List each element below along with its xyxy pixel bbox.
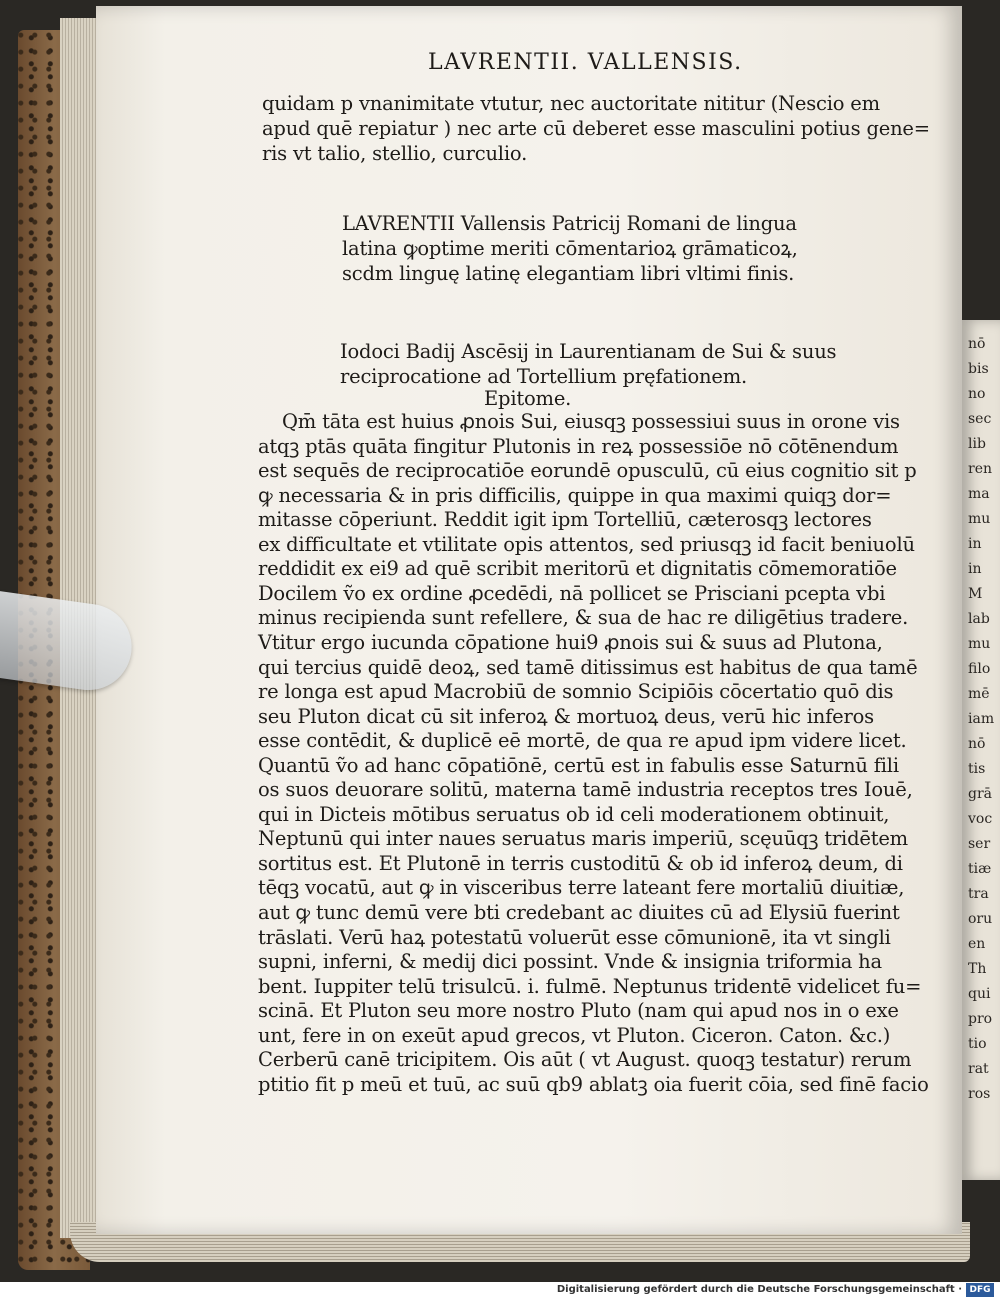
body-line: sortitus est. Et Plutonē in terris custoditū & ob id inferoꝝ deum, di	[258, 852, 903, 875]
body-line: reddidit ex ei9 ad quē scribit meritorū et dignitatis cōmemoratiōe	[258, 557, 897, 580]
dfg-logo: DFG	[966, 1283, 994, 1297]
right-page-fragment-line: in	[968, 536, 982, 552]
footer-bar	[0, 1282, 1000, 1300]
epitome-label: Epitome.	[484, 387, 572, 410]
body-line: Vtitur ergo iucunda cōpatione hui9 ꝓnois sui & suus ad Plutona,	[258, 631, 883, 654]
right-page-fragment-line: qui	[968, 986, 991, 1002]
right-page-fragment-line: M	[968, 586, 983, 602]
body-line: os suos deuorare solitū, materna tamē industria receptos tres Iouē,	[258, 778, 913, 801]
body-line: qui in Dicteis mōtibus seruatus ob id celi moderationem obtinuit,	[258, 803, 890, 826]
right-page-fragment-line: ros	[968, 1086, 991, 1102]
right-page-fragment-line: oru	[968, 911, 993, 927]
body-line: est sequēs de reciprocatiōe eorundē opusculū, cū eius cognitio sit p	[258, 459, 917, 482]
body-line: Quantū ṽo ad hanc cōpatiōnē, certū est in fabulis esse Saturnū fili	[258, 754, 899, 777]
body-line: ex difficultate et vtilitate opis attentos, sed priusqꝫ id facit beniuolū	[258, 533, 915, 556]
body-line: Qm̄ tāta est huius ꝓnois Sui, eiusqꝫ possessiui suus in orone vis	[282, 410, 900, 433]
colophon-line: LAVRENTII Vallensis Patricij Romani de lingua	[342, 212, 797, 235]
right-page-fragment-line: nō	[968, 736, 986, 752]
right-page-fragment-line: in	[968, 561, 982, 577]
colophon-line: latina ꝙoptime meriti cōmentarioꝝ grāmaticoꝝ,	[342, 237, 798, 260]
body-line: tēqꝫ vocatū, aut ꝙ in visceribus terre lateant fere mortaliū diuitiæ,	[258, 876, 905, 899]
body-line: seu Pluton dicat cū sit inferoꝝ & mortuoꝝ deus, verū hic inferos	[258, 705, 874, 728]
body-line: scinā. Et Pluton seu more nostro Pluto (nam qui apud nos in o exe	[258, 999, 899, 1022]
body-line: ꝙ necessaria & in pris difficilis, quippe in qua maximi quiqꝫ dor=	[258, 484, 892, 507]
body-line: Neptunū qui inter naues seruatus maris imperiū, scęuūqꝫ tridētem	[258, 827, 908, 850]
preface-title-line: Iodoci Badij Ascēsij in Laurentianam de Sui & suus	[340, 340, 837, 363]
right-page-fragment-line: pro	[968, 1011, 993, 1027]
right-page-fragment-line: bis	[968, 361, 989, 377]
right-page-fragment-line: ser	[968, 836, 991, 852]
body-line: minus recipienda sunt refellere, & sua de hac re diligētius tradere.	[258, 606, 909, 629]
body-line: supni, inferni, & medij dici possint. Vnde & insignia triformia ha	[258, 950, 882, 973]
right-page-fragment-line: rat	[968, 1061, 989, 1077]
right-page-fragment-line: voc	[968, 811, 993, 827]
para1-line: ris vt talio, stellio, curculio.	[262, 142, 528, 165]
right-page-fragment-line: iam	[968, 711, 995, 727]
right-page-fragment-line: sec	[968, 411, 992, 427]
body-line: unt, fere in on exeūt apud grecos, vt Pluton. Ciceron. Caton. &c.)	[258, 1024, 891, 1047]
right-page-fragment-line: tio	[968, 1036, 987, 1052]
para1-line: quidam p vnanimitate vtutur, nec auctoritate nititur (Nescio em	[262, 92, 880, 115]
body-line: trāslati. Verū haꝝ potestatū voluerūt esse cōmunionē, ita vt singli	[258, 926, 891, 949]
right-page-fragment-line: mu	[968, 636, 991, 652]
right-page-fragment-line: tis	[968, 761, 986, 777]
body-line: mitasse cōperiunt. Reddit igit ipm Tortelliū, cæterosqꝫ lectores	[258, 508, 872, 531]
right-page-fragment-line: tiæ	[968, 861, 992, 877]
right-page-fragment-line: filo	[968, 661, 991, 677]
right-page-fragment-line: ren	[968, 461, 992, 477]
body-line: re longa est apud Macrobiū de somnio Scipiōis cōcertatio quō dis	[258, 680, 894, 703]
right-page-fragment-line: lab	[968, 611, 990, 627]
body-line: atqꝫ ptās quāta fingitur Plutonis in reꝝ possessiōe nō cōtēnendum	[258, 435, 899, 458]
right-page-fragment-line: nō	[968, 336, 986, 352]
funding-credit: Digitalisierung gefördert durch die Deutsche Forschungsgemeinschaft ·	[556, 1284, 962, 1295]
body-line: aut ꝙ tunc demū vere bti credebant ac diuites cū ad Elysiū fuerint	[258, 901, 900, 924]
running-header: LAVRENTII. VALLENSIS.	[428, 50, 743, 75]
body-line: Cerberū canē tricipitem. Ois aūt ( vt August. quoqꝫ testatur) rerum	[258, 1048, 912, 1071]
body-line: ptitio fit p meū et tuū, ac suū qb9 ablatꝫ oia fuerit cōia, sed finē facio	[258, 1073, 929, 1096]
right-page-fragment-line: no	[968, 386, 986, 402]
right-page-fragment-line: ma	[968, 486, 990, 502]
right-page-fragment-line: tra	[968, 886, 989, 902]
para1-line: apud quē repiatur ) nec arte cū deberet esse masculini potius gene=	[262, 117, 930, 140]
colophon-line: scdm linguę latinę elegantiam libri vltimi finis.	[342, 262, 795, 285]
body-line: bent. Iuppiter telū trisulcū. i. fulmē. Neptunus tridentē videlicet fu=	[258, 975, 922, 998]
body-line: esse contēdit, & duplicē eē mortē, de qua re apud ipm videre licet.	[258, 729, 907, 752]
right-page-fragment-line: grā	[968, 786, 993, 802]
preface-title-line: reciprocatione ad Tortellium pręfationem.	[340, 365, 748, 388]
right-page-fragment-line: mu	[968, 511, 991, 527]
body-line: Docilem ṽo ex ordine ꝓcedēdi, nā pollicet se Prisciani pcepta vbi	[258, 582, 886, 605]
body-line: qui tercius quidē deoꝝ, sed tamē ditissimus est habitus de qua tamē	[258, 656, 918, 679]
right-page-fragment-line: mē	[968, 686, 990, 702]
right-page-fragment-line: Th	[968, 961, 987, 977]
right-page-fragment-line: lib	[968, 436, 986, 452]
right-page-fragment-line: en	[968, 936, 986, 952]
